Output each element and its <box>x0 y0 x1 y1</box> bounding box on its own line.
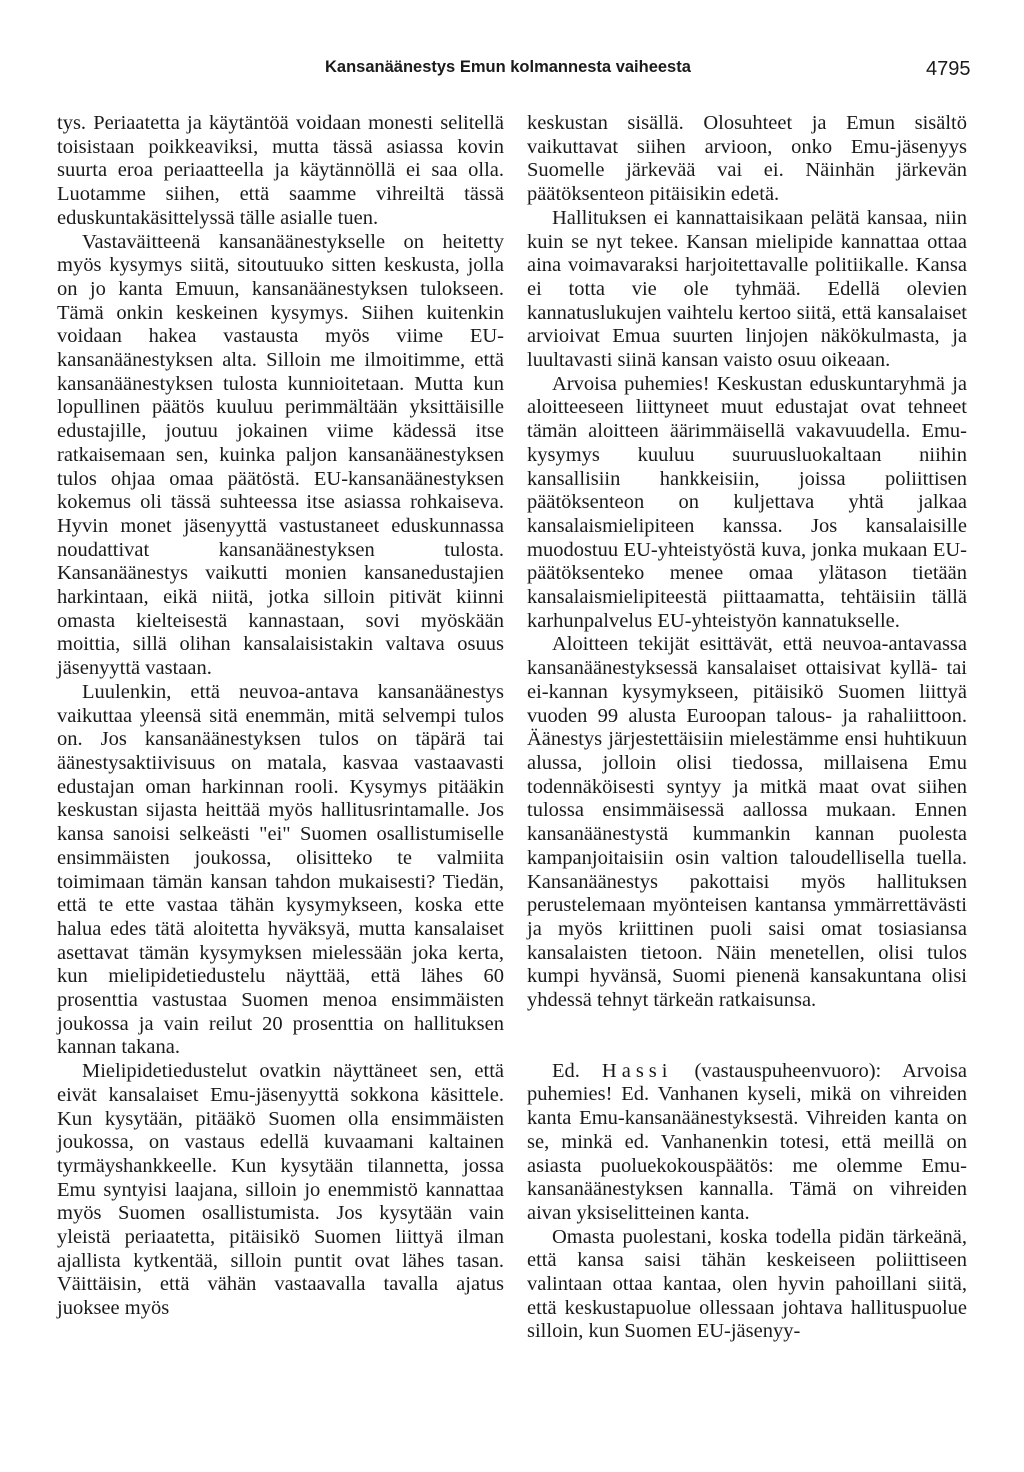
page-header <box>0 58 1024 86</box>
left-paragraph-3: Luulenkin, että neuvoa-antava kansanäänestys vaikuttaa yleensä sitä enemmän, mitä selvempi tulos on. Jos kansanäänestyksen tulos on täpärä tai äänestysaktiivisuus on matala, kasvaa vastaavasti edustajan oman harkinnan rooli. Kysymys pitääkin keskustan sijasta heittää myös hallitusrintamalle. Jos kansa sanoisi selkeästi "ei" Suomen osallistumiselle ensimmäisten joukossa, olisitteko te valmiita toimimaan tämän kansan tahdon mukaisesti? Tiedän, että te ette vastaa tähän kysymykseen, koska ette halua edes tätä aloitetta hyväksyä, mutta kansalaiset asettavat tämän kysymyksen mielessään joka kerta, kun mielipidetiedustelu näyttää, että lähes 60 prosenttia vastustaa Suomen menoa ensimmäisten joukossa ja vain reilut 20 prosenttia on hallituksen kannan takana. <box>57 680 504 1059</box>
speaker-text: (vastauspuheenvuoro): Arvoisa puhemies! Ed. Vanhanen kyseli, mikä on vihreiden kanta Emu-kansanäänestyksestä. Vihreiden kanta on se, minkä ed. Vanhanenkin totesi, että meillä on asiasta puoluekokouspäätös: me olemme Emu-kansanäänestyksen kannalla. Tämä on vihreiden aivan yksiselitteinen kanta. <box>527 1059 967 1224</box>
right-paragraph-6: Omasta puolestani, koska todella pidän tärkeänä, että kansa saisi tähän keskeiseen poliittiseen valintaan ottaa kantaa, olen hyvin pahoillani siitä, että keskustapuolue ollessaan johtava hallituspuolue silloin, kun Suomen EU-jäsenyy- <box>527 1225 967 1343</box>
running-title: Kansanäänestys Emun kolmannesta vaiheesta <box>325 58 691 76</box>
speaker-name: Hassi <box>601 1059 673 1082</box>
speaker-prefix: Ed. <box>552 1059 602 1082</box>
right-column <box>527 112 967 1344</box>
speaker-paragraph <box>527 1060 967 1226</box>
left-paragraph-1: tys. Periaatetta ja käytäntöä voidaan monesti selitellä toisistaan poikkeaviksi, mutta tässä asiassa kovin suurta eroa periaatteella ja käytännöllä ei saa olla. Luotamme siihen, että saamme vihreiltä tässä eduskuntakäsittelyssä tälle asialle tuen. <box>57 112 504 229</box>
right-paragraph-3: Arvoisa puhemies! Keskustan eduskuntaryhmä ja aloitteeseen liittyneet muut edustajat ovat tehneet tämän aloitteen äärimmäisellä vakavuudella. Emu-kysymys kuuluu suuruusluokaltaan niihin kansallisiin hankkeisiin, joissa poliittisen päätöksenteon on kuljettava yhtä jalkaa kansalaismielipiteen kanssa. Jos kansalaisille muodostuu EU-yhteistyöstä kuva, jonka mukaan EU-päätöksenteko menee omaa ylätason tietään kansalaismielipiteestä piittaamatta, tehtäisiin tällä karhunpalvelus EU-yhteistyön kannatukselle. <box>527 372 967 632</box>
left-paragraph-4: Mielipidetiedustelut ovatkin näyttäneet sen, että eivät kansalaiset Emu-jäsenyyttä sokkona käsittele. Kun kysytään, pitääkö Suomen olla ensimmäisten joukossa, on vastaus edellä kuvaamani kaltainen tyrmäyshankkeelle. Kun kysytään tilannetta, jossa Emu syntyisi laajana, silloin jo enemmistö kannattaa myös Suomen osallistumista. Jos kysytään vain yleistä periaatetta, pitäisikö Suomen liittyä ilman ajallista kytkentää, silloin puntit ovat lähes tasan. Väittäisin, että vähän vastaavalla tavalla ajatus juoksee myös <box>57 1060 504 1320</box>
left-column <box>57 112 504 1321</box>
left-paragraph-2: Vastaväitteenä kansanäänestykselle on heitetty myös kysymys siitä, sitoutuuko sitten keskusta, jolla on jo kanta Emuun, kansanäänestyksen tulokseen. Tämä onkin keskeinen kysymys. Siihen kuitenkin voidaan hakea vastausta myös viime EU-kansanäänestyksen alta. Silloin me ilmoitimme, että kansanäänestyksen tulosta kunnioitetaan. Mutta kun lopullinen päätös kuuluu perimmältään yksittäisille edustajille, joutuu jokainen viime kädessä itse ratkaisemaan sen, kuinka paljon kansanäänestyksen tulos ohjaa omaa päätöstä. EU-kansanäänestyksen kokemus oli tässä suhteessa itse asiassa rohkaiseva. Hyvin monet jäsenyyttä vastustaneet eduskunnassa noudattivat kansanäänestyksen tulosta. Kansanäänestys vaikutti monien kansanedustajien harkintaan, eikä niitä, jotka silloin pitivät kiinni omasta kielteisestä kannastaan, sovi myöskään moittia, sillä olihan kansalaisistakin valtava osuus jäsenyyttä vastaan. <box>57 230 504 680</box>
right-paragraph-1: keskustan sisällä. Olosuhteet ja Emun sisältö vaikuttavat siihen arvioon, onko Emu-jäsenyys Suomelle järkevää vai ei. Näinhän järkevän päätöksenteon pitäisikin edetä. <box>527 112 967 206</box>
page-number: 4795 <box>926 58 971 80</box>
right-paragraph-2: Hallituksen ei kannattaisikaan pelätä kansaa, niin kuin se nyt tekee. Kansan mielipide kannattaa ottaa aina voimavaraksi harjoitettavalle politiikalle. Kansa ei totta vie ole tyhmää. Edellä olevien kannatuslukujen vaihtelu kertoo siitä, että kansalaiset arvioivat Emua suurten linjojen näkökulmasta, ja luultavasti siinä kansan vaisto osuu oikeaan. <box>527 206 967 372</box>
right-paragraph-4: Aloitteen tekijät esittävät, että neuvoa-antavassa kansanäänestyksessä kansalaiset ottaisivat kyllä- tai ei-kannan kysymykseen, pitäisikö Suomen liittyä vuoden 99 alusta Euroopan talous- ja rahaliittoon. Äänestys järjestettäisiin mielestämme ensi huhtikuun alussa, jolloin olisi tiedossa, millaisena Emu todennäköisesti syntyy ja mitkä maat ovat siihen tulossa ensimmäisessä aallossa mukaan. Ennen kansanäänestystä kummankin kannan puolesta kampanjoitaisiin osin valtion taloudellisella tuella. Kansanäänestys pakottaisi myös hallituksen perustelemaan myönteisen kantansa ymmärrettävästi ja myös kriittinen puoli saisi omat tosiasiansa kansalaisten tietoon. Näin menetellen, olisi tulos kumpi hyvänsä, Suomi pienenä kansakuntana olisi yhdessä tehnyt tärkeän ratkaisunsa. <box>527 633 967 1012</box>
